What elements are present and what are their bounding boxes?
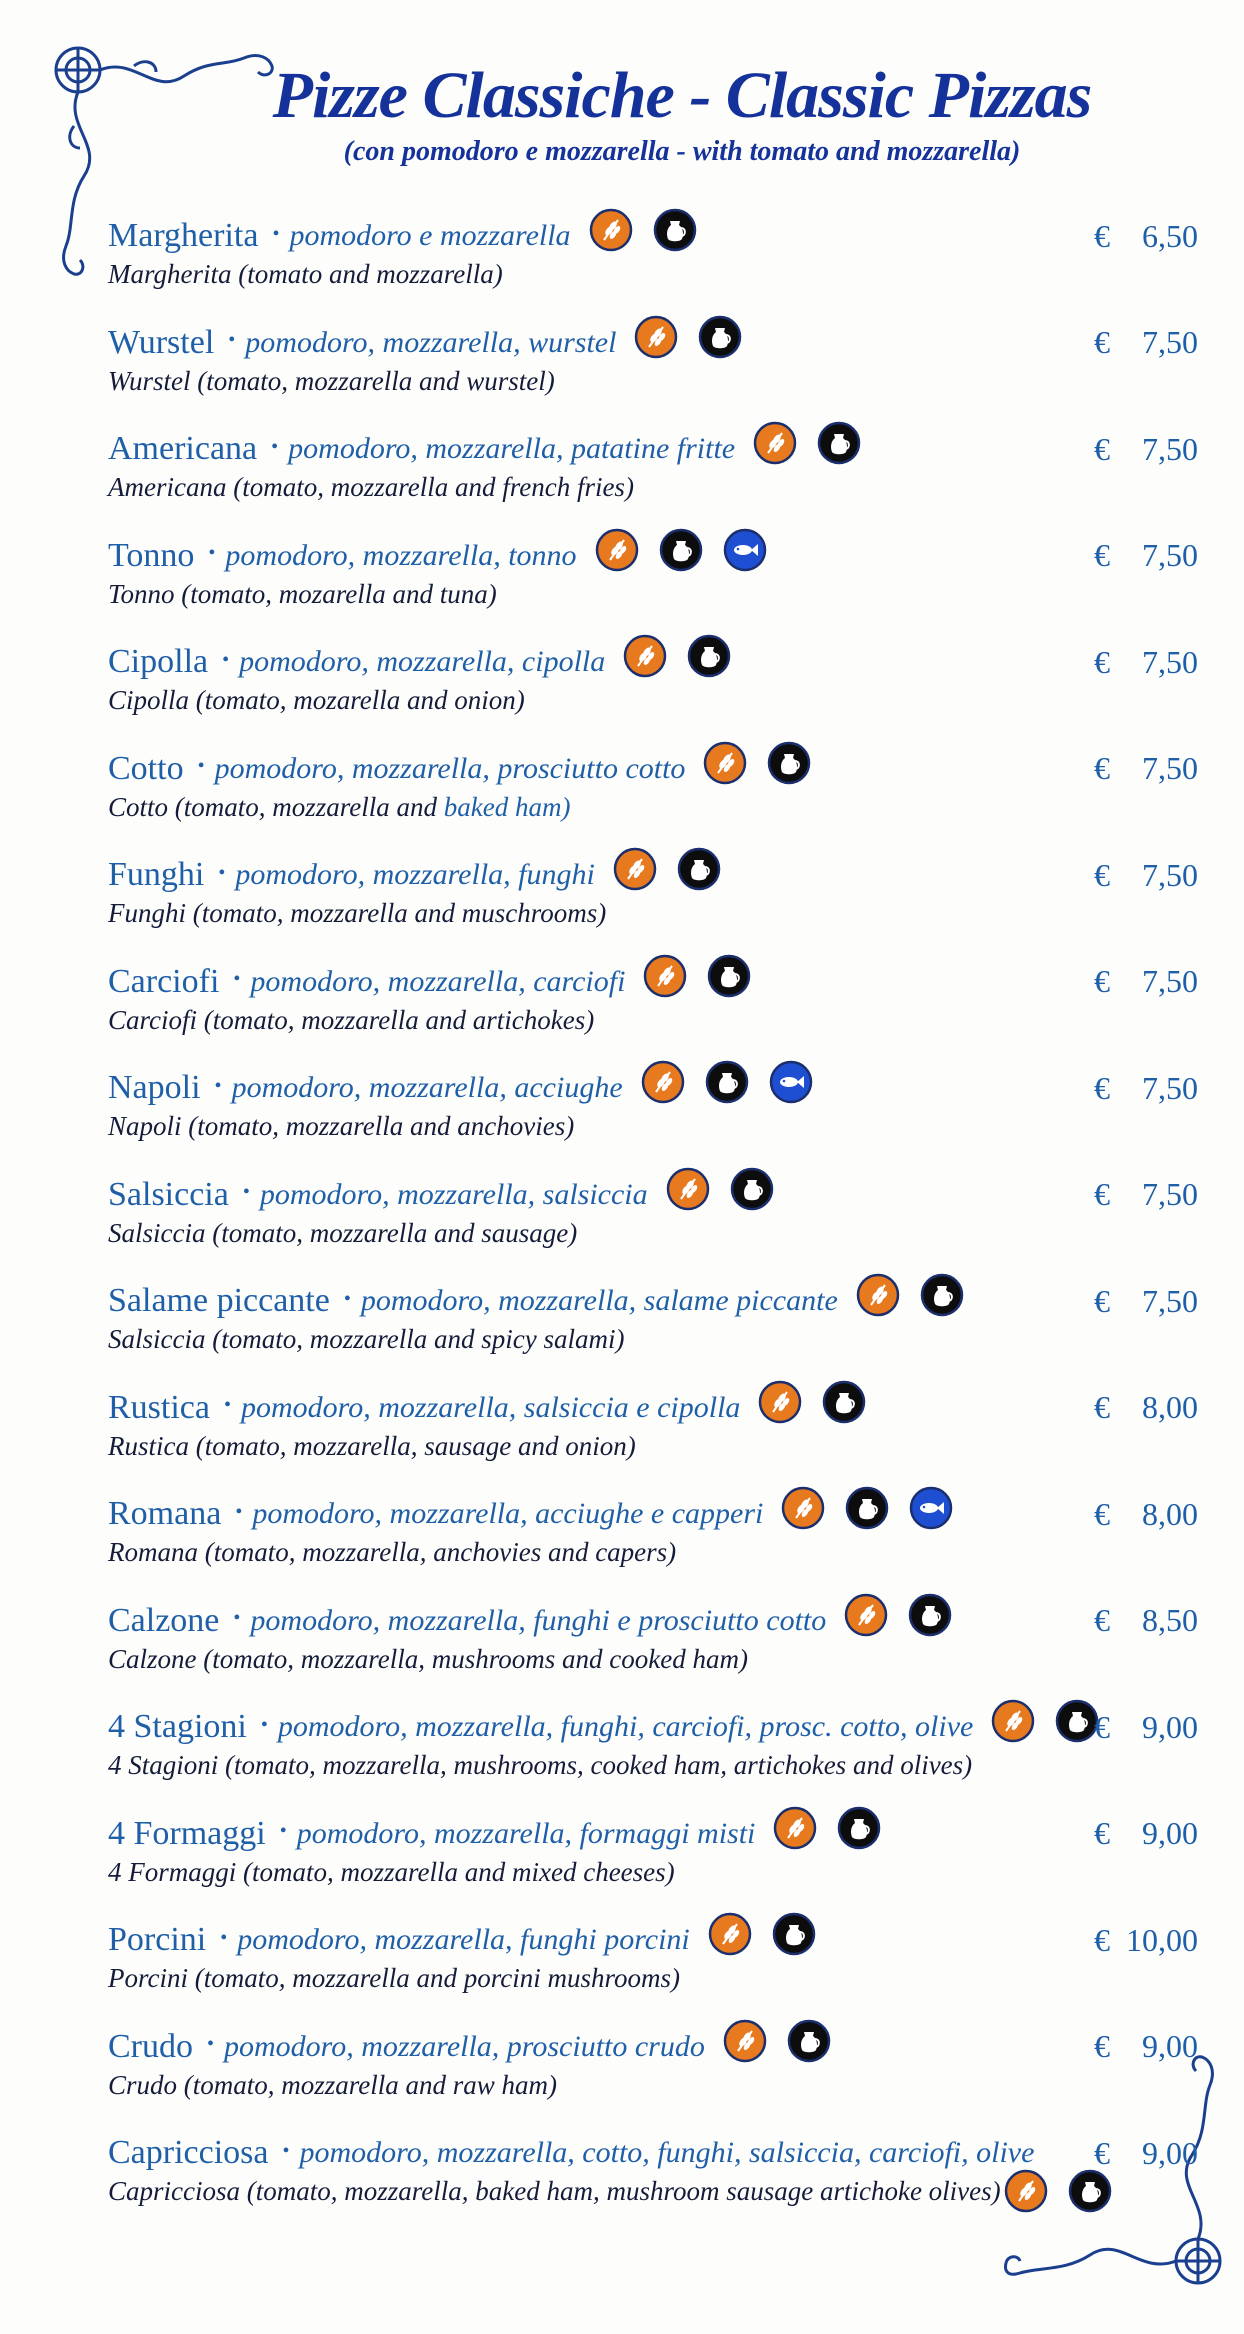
menu-item: [108, 2025, 1198, 2132]
milk-jug-icon: [787, 2019, 831, 2063]
pizza-name: Tonno: [108, 536, 195, 574]
currency-symbol: €: [1094, 963, 1110, 999]
english-description: [108, 366, 555, 397]
price-amount: 7,50: [1142, 1069, 1198, 1106]
pizza-name: Calzone: [108, 1601, 220, 1639]
currency-symbol: €: [1094, 537, 1110, 573]
allergen-icons: [773, 1806, 881, 1850]
italian-description: pomodoro, mozzarella, cipolla: [239, 645, 606, 678]
italian-description: pomodoro, mozzarella, funghi e prosciutto cotto: [250, 1603, 827, 1637]
english-description: [108, 259, 503, 290]
italian-description: pomodoro, mozzarella, patatine fritte: [288, 432, 736, 465]
menu-item: [108, 1918, 1198, 2025]
english-description: [108, 1324, 624, 1355]
milk-jug-icon: [677, 847, 721, 891]
pizza-name: Cipolla: [108, 643, 209, 680]
price-amount: 7,50: [1142, 1282, 1198, 1319]
pizza-name: Rustica: [108, 1388, 210, 1426]
italian-description: pomodoro, mozzarella, funghi porcini: [237, 1923, 690, 1956]
english-description-text: Porcini (tomato, mozzarella and porcini mushrooms): [108, 1963, 680, 1993]
currency-symbol: €: [1094, 324, 1110, 360]
price: [1094, 1386, 1198, 1430]
menu-item: [108, 427, 1198, 534]
wheat-icon: [666, 1167, 710, 1211]
english-description-text: Crudo (tomato, mozzarella and raw ham): [108, 2069, 558, 2100]
menu-item-title-line: [108, 427, 861, 471]
bullet-separator: •: [220, 1926, 228, 1949]
menu-item-title-line: [108, 534, 767, 578]
wheat-icon: [623, 634, 667, 678]
english-description-text: 4 Stagioni (tomato, mozzarella, mushrooms, cooked ham, artichokes and olives): [108, 1750, 973, 1780]
bullet-separator: •: [235, 1500, 243, 1523]
italian-description: pomodoro, mozzarella, funghi: [235, 858, 595, 891]
english-description: [108, 579, 497, 610]
bullet-separator: •: [271, 435, 279, 458]
pizza-name: Capricciosa: [108, 2134, 269, 2171]
milk-jug-icon: [707, 954, 751, 998]
pizza-name: Napoli: [108, 1069, 201, 1106]
pizza-name: Salsiccia: [108, 1175, 229, 1213]
price-amount: 10,00: [1126, 1921, 1198, 1958]
price: [1094, 960, 1198, 1004]
milk-jug-icon: [767, 741, 811, 785]
allergen-icons: [589, 208, 697, 252]
bullet-separator: •: [343, 1287, 351, 1310]
milk-jug-icon: [653, 208, 697, 252]
english-description: [108, 1750, 972, 1781]
milk-jug-icon: [687, 634, 731, 678]
bullet-separator: •: [282, 2139, 290, 2162]
allergen-icons: [758, 1380, 866, 1424]
english-description-text: Salsiccia (tomato, mozzarella and spicy salami): [108, 1324, 625, 1354]
bullet-separator: •: [214, 1074, 222, 1097]
currency-symbol: €: [1094, 1708, 1110, 1745]
english-description: [108, 1005, 594, 1036]
english-description-text: Calzone (tomato, mozzarella, mushrooms and cooked ham): [108, 1643, 748, 1674]
pizza-name: Americana: [108, 430, 258, 467]
menu-item-title-line: [108, 960, 751, 1004]
wheat-icon: [641, 1060, 685, 1104]
price-amount: 7,50: [1142, 430, 1198, 467]
bullet-separator: •: [223, 1394, 231, 1416]
milk-jug-icon: [845, 1486, 889, 1530]
price-amount: 8,50: [1142, 1602, 1198, 1638]
english-description: [108, 1857, 675, 1888]
allergen-icons: [666, 1167, 774, 1211]
bullet-separator: •: [272, 222, 280, 245]
price-amount: 8,00: [1142, 1495, 1198, 1532]
menu-item-title-line: [108, 1705, 1099, 1749]
wheat-icon: [723, 2019, 767, 2063]
italian-description: pomodoro, mozzarella, prosciutto cotto: [214, 751, 686, 785]
english-description: [108, 792, 570, 823]
price: [1094, 1705, 1198, 1749]
milk-jug-icon: [1055, 1699, 1099, 1743]
menu-item-title-line: [108, 1812, 881, 1856]
price-amount: 7,50: [1142, 963, 1198, 999]
english-description-text: Tonno (tomato, mozarella and tuna): [108, 578, 497, 609]
pizza-name: Funghi: [108, 856, 205, 893]
english-description-text: Carciofi (tomato, mozzarella and artichokes): [108, 1004, 595, 1035]
pizza-name: 4 Stagioni: [108, 1708, 247, 1745]
price-amount: 7,50: [1142, 324, 1198, 360]
italian-description: pomodoro, mozzarella, salsiccia: [259, 1177, 648, 1211]
price: [1094, 1918, 1198, 1962]
english-description-text: Cipolla (tomato, mozarella and onion): [108, 685, 525, 715]
price: [1094, 321, 1198, 365]
currency-symbol: €: [1094, 1389, 1110, 1425]
menu-item-title-line: [108, 214, 697, 258]
currency-symbol: €: [1094, 430, 1110, 467]
wheat-icon: [643, 954, 687, 998]
pizza-name: Porcini: [108, 1921, 207, 1958]
english-description-text: Cotto (tomato, mozzarella and: [108, 791, 438, 822]
wheat-icon: [758, 1380, 802, 1424]
bullet-separator: •: [218, 861, 226, 884]
italian-description: pomodoro, mozzarella, tonno: [225, 538, 577, 572]
page-title: Pizze Classiche - Classic Pizzas: [272, 59, 1092, 132]
wheat-icon: [781, 1486, 825, 1530]
allergen-icons: [856, 1273, 964, 1317]
currency-symbol: €: [1094, 1176, 1110, 1212]
allergen-icons: [723, 2019, 831, 2063]
page-subtitle: (con pomodoro e mozzarella - with tomato and mozzarella): [343, 136, 1021, 167]
menu-item: [108, 214, 1198, 321]
menu-item: [108, 853, 1198, 960]
bullet-separator: •: [228, 329, 236, 351]
currency-symbol: €: [1094, 1602, 1110, 1638]
english-description-text: Salsiccia (tomato, mozzarella and sausage): [108, 1217, 578, 1248]
price: [1094, 1599, 1198, 1643]
english-description: [108, 1963, 680, 1994]
price: [1094, 1279, 1198, 1323]
milk-jug-icon: [822, 1380, 866, 1424]
menu-item: [108, 1492, 1198, 1599]
pizza-name: 4 Formaggi: [108, 1814, 266, 1852]
pizza-list: [108, 214, 1198, 2238]
currency-symbol: €: [1094, 1921, 1110, 1958]
english-description: [108, 898, 606, 929]
menu-item: [108, 747, 1198, 854]
menu-item: [108, 534, 1198, 641]
currency-symbol: €: [1094, 217, 1110, 254]
english-description-text: Wurstel (tomato, mozzarella and wurstel): [108, 365, 555, 396]
allergen-icons: [703, 741, 811, 785]
price: [1094, 1066, 1198, 1110]
milk-jug-icon: [730, 1167, 774, 1211]
wheat-icon: [773, 1806, 817, 1850]
wheat-icon: [703, 741, 747, 785]
currency-symbol: €: [1094, 1495, 1110, 1532]
currency-symbol: €: [1094, 1815, 1110, 1851]
wheat-icon: [634, 315, 678, 359]
bullet-separator: •: [260, 1713, 268, 1736]
menu-item-title-line: [108, 640, 731, 684]
pizza-name: Wurstel: [108, 323, 215, 361]
allergen-icons: [991, 1699, 1099, 1743]
price: [1094, 2025, 1198, 2069]
menu-item: [108, 321, 1198, 428]
menu-item-title-line: [108, 1386, 866, 1430]
english-description-text: 4 Formaggi (tomato, mozzarella and mixed cheeses): [108, 1856, 675, 1887]
menu-item-title-line: [108, 1599, 952, 1643]
english-description: [108, 1537, 676, 1568]
fish-icon: [769, 1060, 813, 1104]
wheat-icon: [708, 1912, 752, 1956]
price: [1094, 214, 1198, 258]
currency-symbol: €: [1094, 1069, 1110, 1106]
price: [1094, 1173, 1198, 1217]
milk-jug-icon: [1068, 2169, 1112, 2213]
italian-description: pomodoro, mozzarella, formaggi misti: [296, 1816, 756, 1850]
wheat-icon: [856, 1273, 900, 1317]
menu-item: [108, 1173, 1198, 1280]
pizza-name: Cotto: [108, 749, 184, 787]
english-description: [108, 472, 634, 503]
menu-item: [108, 1599, 1198, 1706]
bullet-separator: •: [197, 755, 205, 777]
milk-jug-icon: [920, 1273, 964, 1317]
allergen-icons: [781, 1486, 953, 1530]
milk-jug-icon: [837, 1806, 881, 1850]
currency-symbol: €: [1094, 750, 1110, 786]
price-amount: 6,50: [1142, 217, 1198, 254]
milk-jug-icon: [772, 1912, 816, 1956]
menu-item-title-line: [108, 1918, 816, 1962]
bullet-separator: •: [233, 1607, 241, 1629]
price: [1094, 853, 1198, 897]
price-amount: 9,00: [1142, 1815, 1198, 1851]
english-description-text: Funghi (tomato, mozzarella and muschrooms): [108, 898, 607, 928]
english-description: [108, 2176, 1001, 2207]
milk-jug-icon: [659, 528, 703, 572]
italian-description: pomodoro, mozzarella, carciofi: [250, 964, 626, 998]
menu-item: [108, 1386, 1198, 1493]
allergen-icons: [634, 315, 742, 359]
milk-jug-icon: [908, 1593, 952, 1637]
english-description-highlight: baked ham): [437, 791, 571, 822]
fish-icon: [909, 1486, 953, 1530]
italian-description: pomodoro, mozzarella, funghi, carciofi, prosc. cotto, olive: [277, 1710, 974, 1743]
menu-item-title-line: [108, 1066, 813, 1110]
wheat-icon: [991, 1699, 1035, 1743]
allergen-icons: [613, 847, 721, 891]
currency-symbol: €: [1094, 643, 1110, 680]
italian-description: pomodoro, mozzarella, acciughe e capperi: [252, 1497, 764, 1530]
italian-description: pomodoro, mozzarella, salsiccia e cipolla: [241, 1390, 741, 1424]
allergen-icons: [623, 634, 731, 678]
wheat-icon: [595, 528, 639, 572]
allergen-icons: [753, 421, 861, 465]
price-amount: 9,00: [1142, 2028, 1198, 2064]
currency-symbol: €: [1094, 2028, 1110, 2064]
price: [1094, 1812, 1198, 1856]
menu-item-title-line: [108, 1279, 964, 1323]
italian-description: pomodoro, mozzarella, wurstel: [245, 325, 617, 359]
english-description: [108, 1431, 636, 1462]
allergen-icons: [643, 954, 751, 998]
english-description-text: Capricciosa (tomato, mozzarella, baked ham, mushroom sausage artichoke olives): [108, 2176, 1001, 2206]
menu-item: [108, 2131, 1198, 2238]
english-description-text: Napoli (tomato, mozzarella and anchovies): [108, 1111, 575, 1141]
currency-symbol: €: [1094, 856, 1110, 893]
wheat-icon: [589, 208, 633, 252]
milk-jug-icon: [698, 315, 742, 359]
wheat-icon: [844, 1593, 888, 1637]
menu-item-title-line: [108, 321, 742, 365]
milk-jug-icon: [817, 421, 861, 465]
price-amount: 7,50: [1142, 537, 1198, 573]
price: [1094, 747, 1198, 791]
allergen-icons: [1004, 2169, 1112, 2213]
milk-jug-icon: [705, 1060, 749, 1104]
price-amount: 7,50: [1142, 750, 1198, 786]
currency-symbol: €: [1094, 1282, 1110, 1319]
bullet-separator: •: [242, 1181, 250, 1203]
menu-item-title-line: [108, 1492, 953, 1536]
menu-item: [108, 1705, 1198, 1812]
currency-symbol: €: [1094, 2134, 1110, 2171]
english-description: [108, 1218, 577, 1249]
allergen-icons: [844, 1593, 952, 1637]
menu-header: [0, 60, 1244, 168]
english-description-text: Margherita (tomato and mozzarella): [108, 259, 503, 289]
allergen-icons: [641, 1060, 813, 1104]
bullet-separator: •: [208, 542, 216, 564]
italian-description: pomodoro, mozzarella, acciughe: [231, 1071, 623, 1104]
price: [1094, 640, 1198, 684]
menu-item-title-line: [108, 747, 811, 791]
english-description: [108, 685, 525, 716]
italian-description: pomodoro, mozzarella, salame piccante: [360, 1284, 838, 1317]
italian-description: pomodoro, mozzarella, prosciutto crudo: [224, 2029, 705, 2063]
english-description-text: Rustica (tomato, mozzarella, sausage and onion): [108, 1430, 636, 1461]
menu-item: [108, 1066, 1198, 1173]
allergen-icons: [708, 1912, 816, 1956]
price: [1094, 1492, 1198, 1536]
price-amount: 9,00: [1142, 1708, 1198, 1745]
price: [1094, 427, 1198, 471]
menu-item-title-line: [108, 853, 721, 897]
english-description: [108, 1644, 748, 1675]
menu-item-title-line: [108, 1173, 774, 1217]
wheat-icon: [1004, 2169, 1048, 2213]
allergen-icons: [595, 528, 767, 572]
english-description: [108, 2070, 557, 2101]
pizza-name: Romana: [108, 1495, 222, 1532]
fish-icon: [723, 528, 767, 572]
price-amount: 9,00: [1142, 2134, 1198, 2171]
bullet-separator: •: [233, 968, 241, 990]
menu-item: [108, 640, 1198, 747]
english-description: [108, 1111, 574, 1142]
menu-item-title-line: [108, 2131, 1034, 2175]
price-amount: 7,50: [1142, 1176, 1198, 1212]
wheat-icon: [753, 421, 797, 465]
pizza-name: Crudo: [108, 2027, 193, 2065]
menu-item: [108, 1279, 1198, 1386]
italian-description: pomodoro, mozzarella, cotto, funghi, salsiccia, carciofi, olive: [299, 2136, 1035, 2169]
menu-item: [108, 960, 1198, 1067]
pizza-name: Salame piccante: [108, 1282, 330, 1319]
italian-description: pomodoro e mozzarella: [289, 219, 571, 252]
bullet-separator: •: [279, 1820, 287, 1842]
pizza-name: Carciofi: [108, 962, 220, 1000]
bullet-separator: •: [207, 2033, 215, 2055]
price-amount: 8,00: [1142, 1389, 1198, 1425]
menu-item-title-line: [108, 2025, 831, 2069]
price-amount: 7,50: [1142, 856, 1198, 893]
pizza-name: Margherita: [108, 217, 259, 254]
price: [1094, 534, 1198, 578]
wheat-icon: [613, 847, 657, 891]
menu-item: [108, 1812, 1198, 1919]
bullet-separator: •: [222, 648, 230, 671]
price-amount: 7,50: [1142, 643, 1198, 680]
english-description-text: Americana (tomato, mozzarella and french fries): [108, 472, 634, 502]
english-description-text: Romana (tomato, mozzarella, anchovies and capers): [108, 1537, 677, 1567]
